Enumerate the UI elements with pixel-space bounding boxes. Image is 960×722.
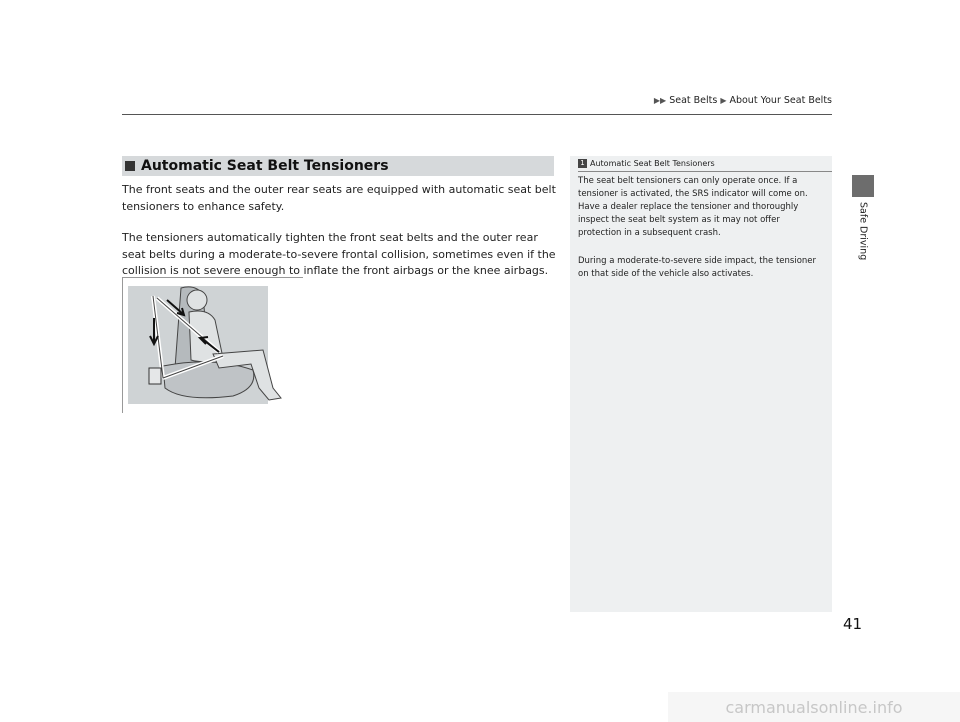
section-tab-label: Safe Driving (857, 202, 869, 261)
arrow-icon: ▶ (720, 96, 727, 105)
body-paragraph-1: The front seats and the outer rear seats are equipped with automatic seat belt tensioners to enhance safety. (122, 183, 556, 213)
watermark: carmanualsonline.info (668, 692, 960, 722)
note-paragraph-1: The seat belt tensioners can only operate once. If a tensioner is activated, the SRS indicator will come on. Have a dealer replace the tensioner and thoroughly inspect the seat belt system as it may not offer protection in a subsequent crash. (578, 176, 808, 238)
breadcrumb (654, 95, 832, 106)
section-title: Automatic Seat Belt Tensioners (141, 158, 389, 174)
double-arrow-icon: ▶▶ (653, 96, 667, 105)
note-divider (578, 171, 832, 172)
notes-panel (570, 156, 832, 612)
note-paragraph-2: During a moderate-to-severe side impact, the tensioner on that side of the vehicle also activates. (578, 256, 817, 279)
breadcrumb-item-seat-belts[interactable]: Seat Belts (669, 95, 718, 106)
note-number-badge: 1 (578, 159, 587, 168)
section-heading (122, 156, 554, 176)
page-number: 41 (843, 615, 863, 633)
body-paragraph-2: The tensioners automatically tighten the front seat belts and the outer rear seat belts during a moderate-to-severe frontal collision, sometimes even if the collision is not severe enough to inflate the front airbags or the knee airbags. (122, 231, 556, 277)
square-bullet-icon (125, 161, 135, 171)
header-divider (122, 114, 832, 115)
breadcrumb-item-about-seat-belts[interactable]: About Your Seat Belts (729, 95, 832, 106)
note-heading (578, 159, 715, 168)
seat-belt-illustration (122, 277, 303, 413)
section-tab-marker[interactable] (852, 175, 874, 197)
note-title: Automatic Seat Belt Tensioners (590, 159, 715, 168)
seat-occupant-drawing (123, 278, 303, 413)
